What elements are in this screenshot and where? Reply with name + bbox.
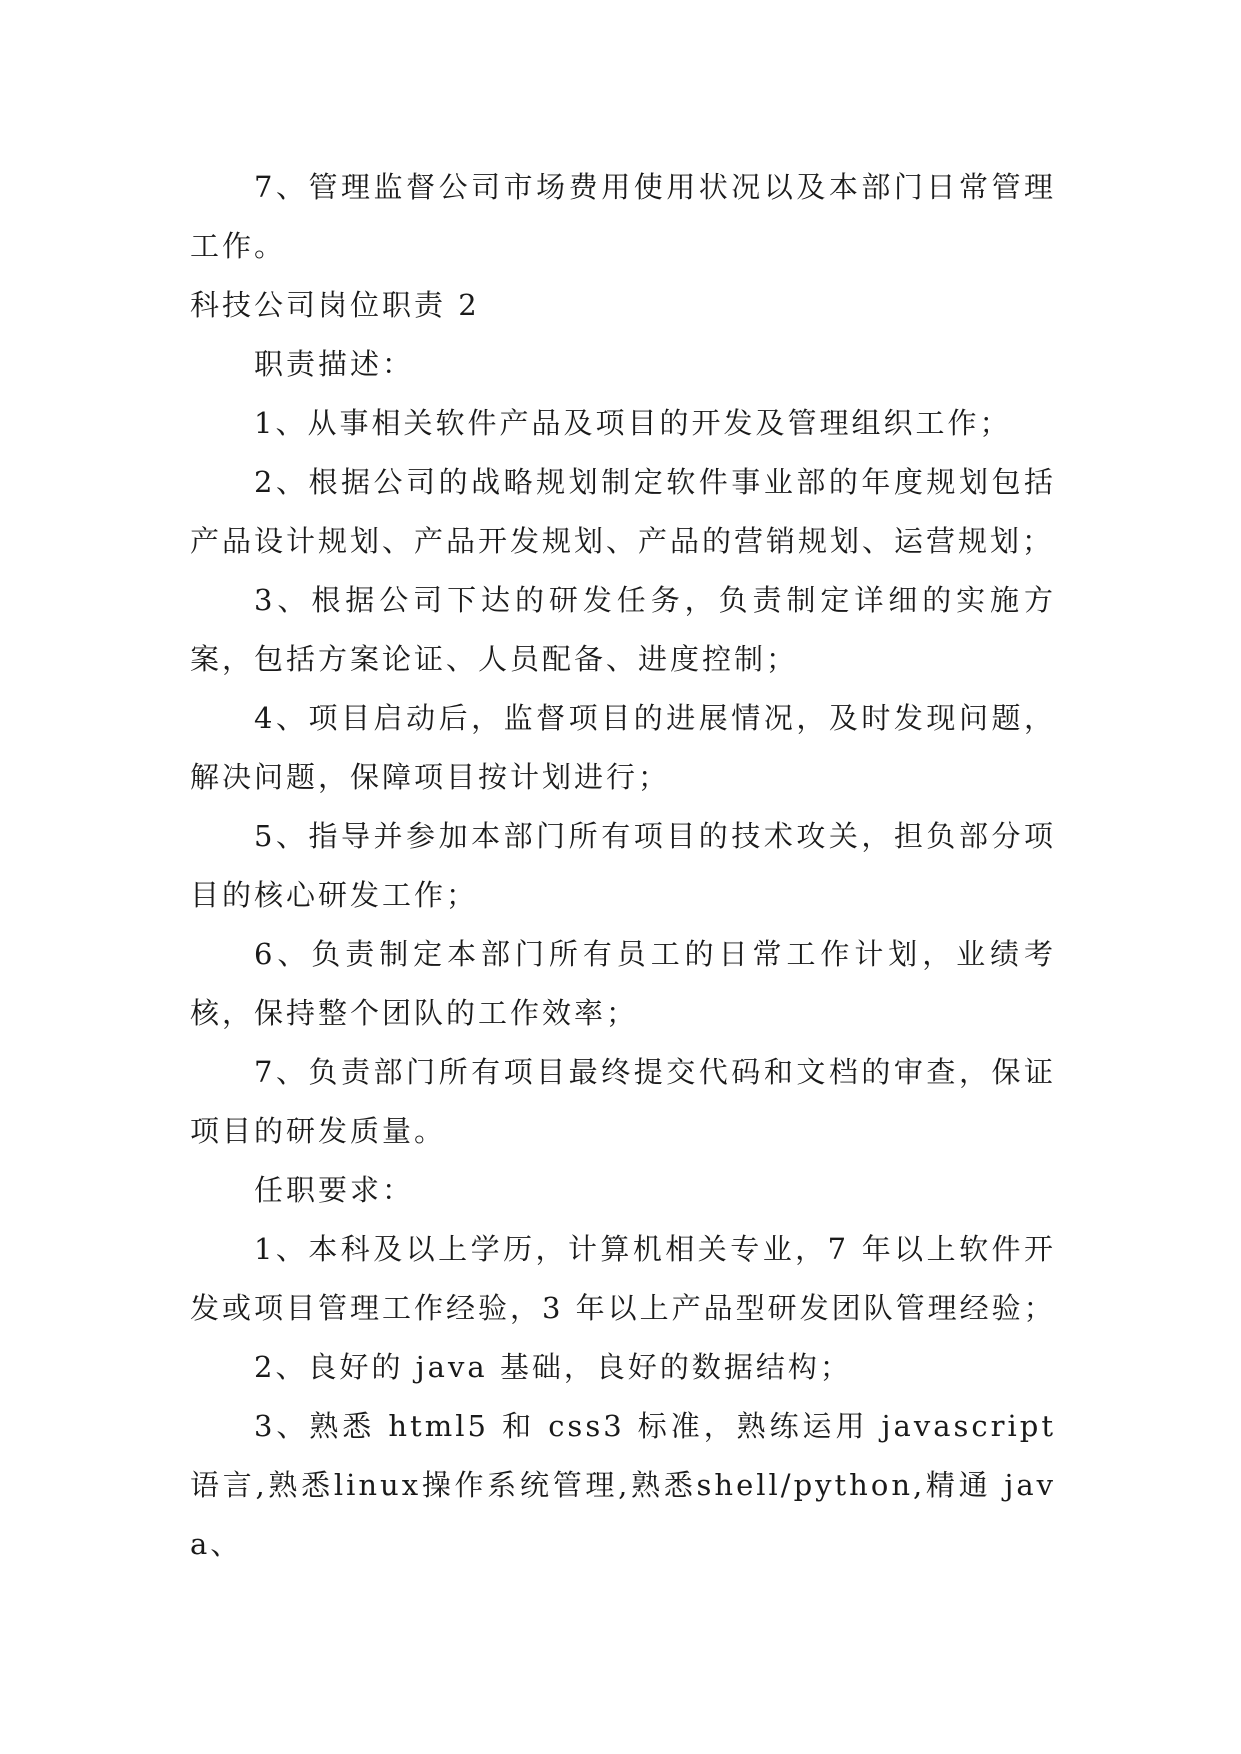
subheading-duties: 职责描述： bbox=[254, 347, 415, 381]
duty-item-4: 4、项目启动后，监督项目的进展情况，及时发现问题，解决问题，保障项目按计划进行； bbox=[190, 701, 1056, 794]
requirement-item-2: 2、良好的 java 基础，良好的数据结构； bbox=[254, 1350, 852, 1384]
duty-item-7: 7、负责部门所有项目最终提交代码和文档的审查，保证项目的研发质量。 bbox=[190, 1055, 1056, 1148]
duty-item-1: 1、从事相关软件产品及项目的开发及管理组织工作； bbox=[254, 406, 1012, 440]
paragraph-item-7-market-expense: 7、管理监督公司市场费用使用状况以及本部门日常管理工作。 bbox=[190, 170, 1056, 263]
duty-item-2: 2、根据公司的战略规划制定软件事业部的年度规划包括产品设计规划、产品开发规划、产品的营销规划、运营规划； bbox=[190, 465, 1056, 558]
requirement-item-3: 3、熟悉 html5 和 css3 标准，熟练运用 javascript 语言,熟悉linux操作系统管理,熟悉shell/python,精通 java、 bbox=[190, 1409, 1056, 1561]
requirement-item-1: 1、本科及以上学历，计算机相关专业，7 年以上软件开发或项目管理工作经验，3 年以上产品型研发团队管理经验； bbox=[190, 1232, 1056, 1325]
section-heading: 科技公司岗位职责 2 bbox=[190, 288, 480, 322]
duty-item-3: 3、根据公司下达的研发任务，负责制定详细的实施方案，包括方案论证、人员配备、进度控制； bbox=[190, 583, 1056, 676]
document-body bbox=[190, 158, 1056, 1574]
duty-item-5: 5、指导并参加本部门所有项目的技术攻关，担负部分项目的核心研发工作； bbox=[190, 819, 1056, 912]
subheading-requirements: 任职要求： bbox=[254, 1173, 415, 1207]
duty-item-6: 6、负责制定本部门所有员工的日常工作计划，业绩考核，保持整个团队的工作效率； bbox=[190, 937, 1056, 1030]
